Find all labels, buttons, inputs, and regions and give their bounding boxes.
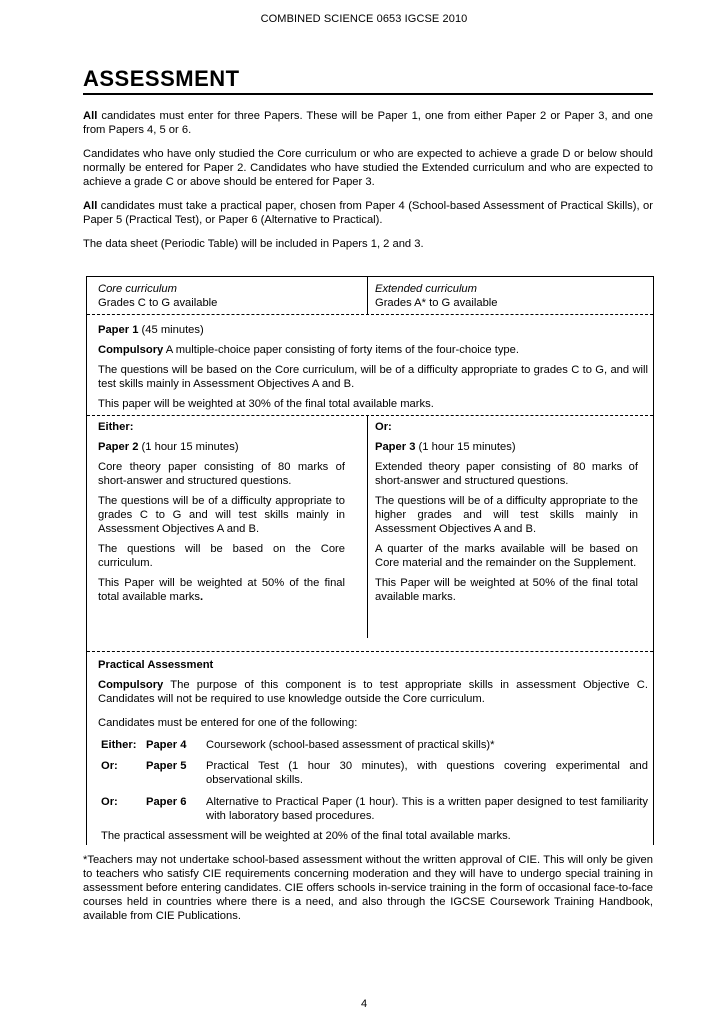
paper-3-title [375,440,638,454]
paper-2-paragraph-2: The questions will be of a difficulty appropriate to grades C to G and will test skills mainly in Assessment Objectives A and B. [98,495,345,535]
intro-paragraph-1 [83,109,653,137]
or-label: Or: [375,421,392,433]
paper-1-label: Paper 1 [98,324,139,336]
extended-heading: Extended curriculum [375,283,477,295]
paper-2-paragraph-3: The questions will be based on the Core curriculum. [98,543,345,569]
paper-3-paragraph-3: A quarter of the marks available will be based on Core material and the remainder on the Supplement. [375,543,638,569]
paper-2-title [98,440,345,454]
paper-2-3-section [87,415,653,637]
column-divider [367,416,368,638]
option-description: Coursework (school-based assessment of practical skills)* [206,739,495,751]
paper-2-weighting-text: This Paper will be weighted at 50% of the final total available marks [98,577,345,603]
practical-weighting: The practical assessment will be weighted at 20% of the final total available marks. [101,830,511,842]
paper-1-compulsory: Compulsory [98,344,164,356]
option-label: Or: [101,796,118,808]
paper-1-title [98,323,648,337]
paper-3-weighting: This Paper will be weighted at 50% of the final total available marks. [375,577,638,603]
intro-paragraph-4: The data sheet (Periodic Table) will be included in Papers 1, 2 and 3. [83,238,424,250]
paper-2-weighting [98,576,345,604]
curriculum-header-row [87,277,653,314]
footnote: *Teachers may not undertake school-based assessment without the written approval of CIE. This will only be given to teachers who satisfy CIE requirements concerning moderation and they will have to undergo special training in assessment before entering candidates. CIE offers schools in-service training in the form of occasional face-to-face courses held in countries where there is a need, and also through the IGCSE Coursework Training Handbook, available from CIE Publications. [83,854,653,922]
paper-3-column [375,420,638,604]
core-heading: Core curriculum [98,283,177,295]
running-header: COMBINED SCIENCE 0653 IGCSE 2010 [260,13,468,25]
intro-p1-text: candidates must enter for three Papers. These will be Paper 1, one from either Paper 2 or Paper 3, and one from Papers 4, 5 or 6. [83,110,653,136]
paper-3-label: Paper 3 [375,441,416,453]
paper-1-desc-text: A multiple-choice paper consisting of forty items of the four-choice type. [163,344,519,356]
intro-p3-bold: All [83,200,98,212]
option-label: Either: [101,739,137,751]
intro-paragraph-2: Candidates who have only studied the Core curriculum or who are expected to achieve a grade D or below should normally be entered for Paper 2. Candidates who have studied the Extended curriculum and who are expected to achieve a grade C or above should be entered for Paper 3. [83,148,653,188]
practical-description [98,678,648,706]
paper-2-paragraph-1: Core theory paper consisting of 80 marks of short-answer and structured questions. [98,461,345,487]
option-paper: Paper 4 [146,739,187,751]
extended-curriculum-header [375,282,638,310]
paper-3-duration: (1 hour 15 minutes) [415,441,516,453]
intro-section [83,109,653,261]
paper-2-column [98,420,345,604]
core-grades: Grades C to G available [98,297,218,309]
practical-title: Practical Assessment [98,659,214,671]
paper-3-paragraph-1: Extended theory paper consisting of 80 marks of short-answer and structured questions. [375,461,638,487]
practical-assessment-section [87,651,653,846]
option-paper: Paper 6 [146,796,187,808]
assessment-table [86,276,654,845]
paper-1-paragraph-2: The questions will be based on the Core curriculum, will be of a difficulty appropriate to grades C to G, and will test skills mainly in Assessment Objectives A and B. [98,364,648,390]
paper-1-duration: (45 minutes) [138,324,204,336]
practical-compulsory: Compulsory [98,679,164,691]
column-divider [367,277,368,314]
option-paper: Paper 5 [146,760,187,772]
page-number: 4 [360,998,368,1010]
paper-2-weighting-end: . [199,591,204,603]
practical-entry-note: Candidates must be entered for one of the following: [98,717,358,729]
option-label: Or: [101,760,118,772]
paper-1-description [98,343,648,357]
paper-1-section [87,314,653,415]
page-title: ASSESSMENT [83,66,653,95]
paper-2-duration: (1 hour 15 minutes) [138,441,239,453]
intro-p3-text: candidates must take a practical paper, chosen from Paper 4 (School-based Assessment of Practical Skills), or Paper 5 (Practical Test), or Paper 6 (Alternative to Practical). [83,200,653,226]
paper-2-label: Paper 2 [98,441,139,453]
intro-paragraph-3 [83,199,653,227]
practical-desc-text: The purpose of this component is to test appropriate skills in assessment Objective C. Candidates will not be required to use knowledge outside the Core curriculum. [98,679,648,705]
paper-1-weighting: This paper will be weighted at 30% of the final total available marks. [98,398,434,410]
either-label: Either: [98,421,134,433]
paper-3-paragraph-2: The questions will be of a difficulty appropriate to the higher grades and will test skills mainly in Assessment Objectives A and B. [375,495,638,535]
intro-p1-bold: All [83,110,98,122]
option-description: Practical Test (1 hour 30 minutes), with questions covering experimental and observational skills. [206,760,648,786]
extended-grades: Grades A* to G available [375,297,498,309]
option-description: Alternative to Practical Paper (1 hour). This is a written paper designed to test familiarity with laboratory based procedures. [206,796,648,822]
core-curriculum-header [98,282,345,310]
